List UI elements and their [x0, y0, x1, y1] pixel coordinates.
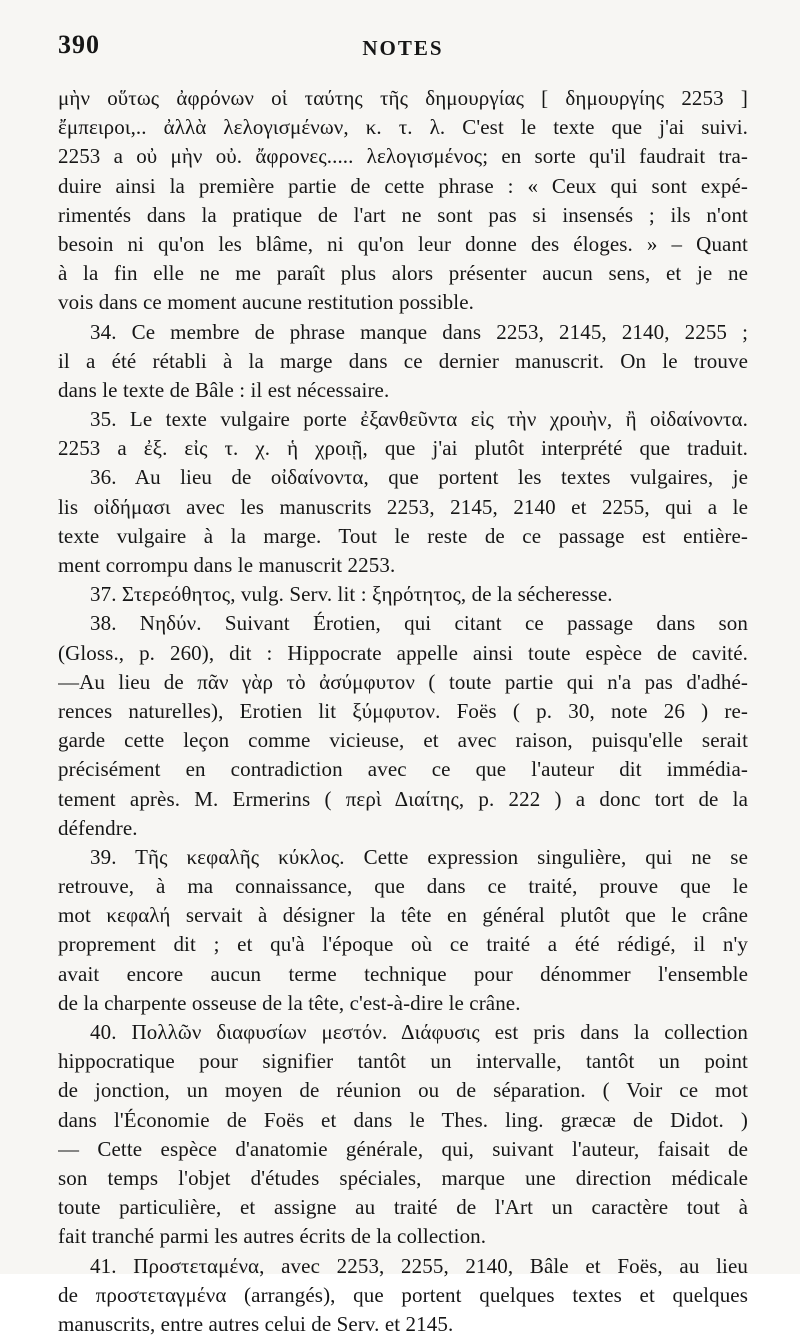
- text-line: de jonction, un moyen de réunion ou de séparation. ( Voir ce mot: [58, 1078, 748, 1103]
- text-line: avait encore aucun terme technique pour dénommer l'ensemble: [58, 961, 748, 986]
- page-number: 390: [58, 30, 100, 59]
- text-line: 35. Le texte vulgaire porte ἐξανθεῦντα εἰς τὴν χροιὴν, ἢ οἰδαίνοντα.: [90, 407, 748, 432]
- text-line: ἔμπειροι,.. ἀλλὰ λελογισμένων, κ. τ. λ. C'est le texte que j'ai suivi.: [58, 115, 748, 140]
- text-line: tement après. M. Ermerins ( περὶ Διαίτης, p. 222 ) a donc tort de la: [58, 786, 748, 811]
- text-line: μὴν οὕτως ἀφρόνων οἱ ταύτης τῆς δημουργίας [ δημουργίης 2253 ]: [58, 86, 748, 110]
- text-line: il a été rétabli à la marge dans ce dernier manuscrit. On le trouve: [58, 348, 748, 373]
- text-line: texte vulgaire à la marge. Tout le reste de ce passage est entière-: [58, 523, 748, 548]
- text-line: dans le texte de Bâle : il est nécessaire.: [58, 377, 390, 402]
- text-line: son temps l'objet d'études spéciales, marque une direction médicale: [58, 1165, 748, 1190]
- text-line: —Au lieu de πᾶν γὰρ τὸ ἀσύμφυτον ( toute partie qui n'a pas d'adhé-: [58, 669, 748, 694]
- text-line: besoin ni qu'on les blâme, ni qu'on leur donne des éloges. » – Quant: [58, 231, 748, 256]
- text-line: 2253 a οὐ μὴν οὐ. ἄφρονες..... λελογισμένος; en sorte qu'il faudrait tra-: [58, 144, 748, 169]
- text-line: rences naturelles), Erotien lit ξύμφυτον. Foës ( p. 30, note 26 ) re-: [58, 698, 748, 723]
- text-line: duire ainsi la première partie de cette phrase : « Ceux qui sont expé-: [58, 173, 748, 198]
- text-line: 39. Τῆς κεφαλῆς κύκλος. Cette expression singulière, qui ne se: [90, 844, 748, 869]
- text-line: mot κεφαλή servait à désigner la tête en général plutôt que le crâne: [58, 903, 748, 928]
- text-line: 36. Au lieu de οἰδαίνοντα, que portent les textes vulgaires, je: [90, 465, 748, 490]
- notes-body: [58, 84, 748, 1339]
- text-line: manuscrits, entre autres celui de Serv. et 2145.: [58, 1311, 454, 1336]
- text-line: (Gloss., p. 260), dit : Hippocrate appelle ainsi toute espèce de cavité.: [58, 640, 748, 665]
- text-line: toute particulière, et assigne au traité de l'Art un caractère tout à: [58, 1195, 748, 1220]
- text-line: retrouve, à ma connaissance, que dans ce traité, prouve que le: [58, 874, 748, 899]
- text-line: hippocratique pour signifier tantôt un intervalle, tantôt un point: [58, 1049, 748, 1074]
- running-title: NOTES: [362, 36, 444, 60]
- text-line: 38. Νηδύν. Suivant Érotien, qui citant ce passage dans son: [90, 611, 748, 636]
- text-line: 37. Στερεόθητος, vulg. Serv. lit : ξηρότητος, de la sécheresse.: [90, 582, 613, 607]
- text-line: lis οἰδήμασι avec les manuscrits 2253, 2145, 2140 et 2255, qui a le: [58, 494, 748, 519]
- text-line: 2253 a ἐξ. εἰς τ. χ. ἡ χροιῇ, que j'ai plutôt interprété que traduit.: [58, 436, 748, 461]
- page-header: [58, 30, 748, 70]
- text-line: à la fin elle ne me paraît plus alors présenter aucun sens, et je ne: [58, 261, 748, 286]
- text-line: précisément en contradiction avec ce que l'auteur dit immédia-: [58, 757, 748, 782]
- text-line: — Cette espèce d'anatomie générale, qui, suivant l'auteur, faisait de: [58, 1136, 748, 1161]
- text-line: garde cette leçon comme vicieuse, et avec raison, puisqu'elle serait: [58, 728, 748, 753]
- text-line: proprement dit ; et qu'à l'époque où ce traité a été rédigé, il n'y: [58, 932, 748, 957]
- text-line: rimentés dans la pratique de l'art ne sont pas si insensés ; ils n'ont: [58, 202, 748, 227]
- text-line: 41. Προστεταμένα, avec 2253, 2255, 2140, Bâle et Foës, au lieu: [90, 1253, 748, 1278]
- text-line: vois dans ce moment aucune restitution possible.: [58, 290, 474, 315]
- text-line: de προστεταγμένα (arrangés), que portent quelques textes et quelques: [58, 1282, 748, 1307]
- text-line: ment corrompu dans le manuscrit 2253.: [58, 553, 396, 577]
- text-line: fait tranché parmi les autres écrits de la collection.: [58, 1224, 487, 1249]
- text-line: 34. Ce membre de phrase manque dans 2253, 2145, 2140, 2255 ;: [90, 319, 748, 344]
- text-line: 40. Πολλῶν διαφυσίων μεστόν. Διάφυσις est pris dans la collection: [90, 1020, 748, 1044]
- text-line: de la charpente osseuse de la tête, c'est-à-dire le crâne.: [58, 990, 521, 1015]
- text-line: défendre.: [58, 815, 138, 840]
- text-line: dans l'Économie de Foës et dans le Thes. ling. græcæ de Didot. ): [58, 1107, 748, 1132]
